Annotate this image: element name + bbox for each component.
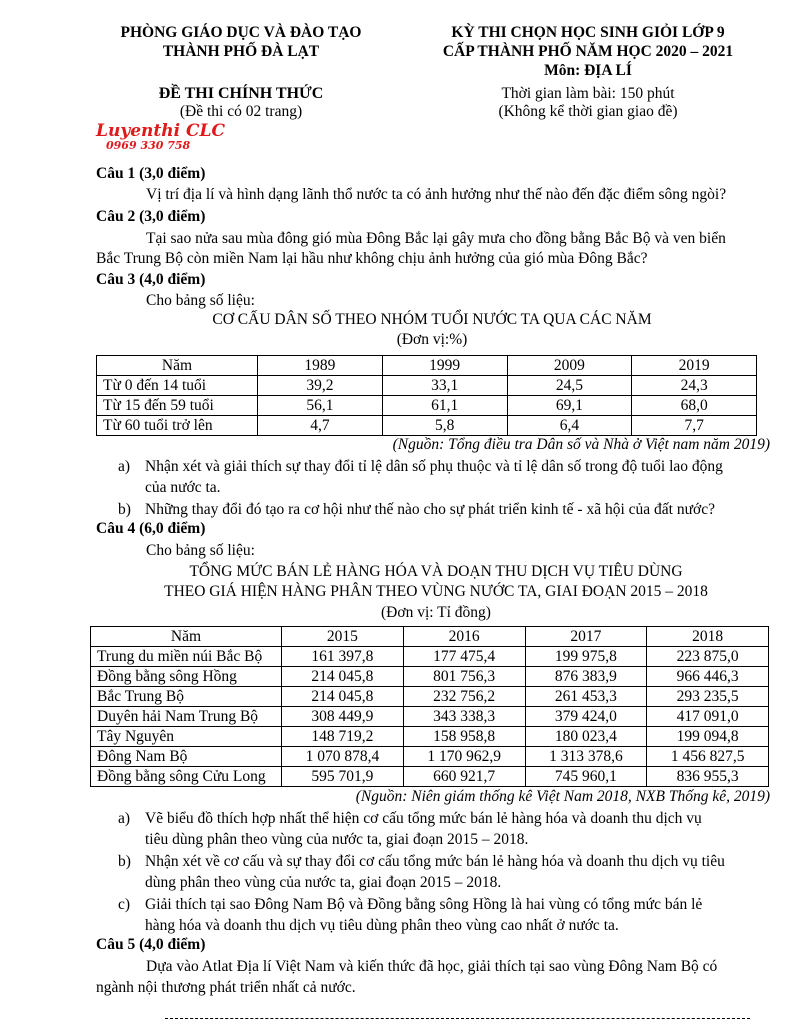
q2-title: Câu 2 (3,0 điểm) <box>96 208 206 225</box>
table-cell: 68,0 <box>632 396 757 416</box>
q3-table-title: CƠ CẤU DÂN SỐ THEO NHÓM TUỔI NƯỚC TA QUA CÁC NĂM <box>212 311 652 328</box>
row-label: Từ 15 đến 59 tuổi <box>97 396 258 416</box>
table-cell: 745 960,1 <box>525 767 647 787</box>
table-cell: 61,1 <box>382 396 507 416</box>
header-cell: 2016 <box>403 627 525 647</box>
table-cell: 876 383,9 <box>525 667 647 687</box>
table-cell: 1 170 962,9 <box>403 747 525 767</box>
table-row <box>97 376 757 396</box>
header-cell: 1989 <box>258 356 383 376</box>
table-row <box>91 747 769 767</box>
table-cell: 214 045,8 <box>282 667 404 687</box>
header-cell: 2009 <box>507 356 632 376</box>
table-cell: 148 719,2 <box>282 727 404 747</box>
row-label: Duyên hải Nam Trung Bộ <box>91 707 282 727</box>
table-cell: 161 397,8 <box>282 647 404 667</box>
header-cell: 2019 <box>632 356 757 376</box>
exam-line2: CẤP THÀNH PHỐ NĂM HỌC 2020 – 2021 <box>442 43 734 60</box>
q4-c-line1: Giải thích tại sao Đông Nam Bộ và Đồng bằng sông Hồng là hai vùng có tổng mức bán lẻ <box>145 896 703 913</box>
row-label: Từ 0 đến 14 tuổi <box>97 376 258 396</box>
age-structure-table <box>96 355 757 436</box>
header-cell: 2018 <box>647 627 769 647</box>
q5-line2: ngành nội thương phát triển nhất cả nước. <box>96 979 356 996</box>
exam-duration: Thời gian làm bài: 150 phút <box>501 85 675 102</box>
retail-revenue-table <box>90 626 769 787</box>
row-label: Bắc Trung Bộ <box>91 687 282 707</box>
table-cell: 199 975,8 <box>525 647 647 667</box>
table-cell: 595 701,9 <box>282 767 404 787</box>
department-line1: PHÒNG GIÁO DỤC VÀ ĐÀO TẠO <box>120 24 362 41</box>
table-header-row <box>91 627 769 647</box>
watermark-logo <box>96 122 225 151</box>
table-cell: 343 338,3 <box>403 707 525 727</box>
header-cell: Năm <box>97 356 258 376</box>
table-cell: 1 313 378,6 <box>525 747 647 767</box>
q4-b-line2: dùng phân theo vùng của nước ta, giai đoạn 2015 – 2018. <box>145 874 502 891</box>
q1-title: Câu 1 (3,0 điểm) <box>96 165 206 182</box>
table-cell: 308 449,9 <box>282 707 404 727</box>
q3-title: Câu 3 (4,0 điểm) <box>96 271 206 288</box>
q4-b-line1: Nhận xét về cơ cấu và sự thay đổi cơ cấu tổng mức bán lẻ hàng hóa và doanh thu dịch vụ tiêu <box>145 853 725 870</box>
q3-source: (Nguồn: Tổng điều tra Dân số và Nhà ở Việt nam năm 2019) <box>392 436 770 453</box>
q2-line1: Tại sao nửa sau mùa đông gió mùa Đông Bắc lại gây mưa cho đồng bằng Bắc Bộ và ven biển <box>146 230 726 247</box>
table-cell: 177 475,4 <box>403 647 525 667</box>
q3-a-line2: của nước ta. <box>145 479 221 496</box>
q4-table-title-1: TỔNG MỨC BÁN LẺ HÀNG HÓA VÀ DOẠN THU DỊCH VỤ TIÊU DÙNG <box>189 563 683 580</box>
table-cell: 966 446,3 <box>647 667 769 687</box>
row-label: Trung du miền núi Bắc Bộ <box>91 647 282 667</box>
item-label: a) <box>118 810 131 827</box>
table-cell: 417 091,0 <box>647 707 769 727</box>
department-name <box>96 23 386 61</box>
logo-phone: 0969 330 758 <box>106 139 191 152</box>
table-cell: 223 875,0 <box>647 647 769 667</box>
header-cell: 2015 <box>282 627 404 647</box>
table-cell: 6,4 <box>507 416 632 436</box>
table-cell: 158 958,8 <box>403 727 525 747</box>
official-label: ĐỀ THI CHÍNH THỨC <box>158 85 324 102</box>
table-cell: 180 023,4 <box>525 727 647 747</box>
q4-item-a <box>118 808 774 850</box>
row-label: Đông Nam Bộ <box>91 747 282 767</box>
table-cell: 7,7 <box>632 416 757 436</box>
table-header-row <box>97 356 757 376</box>
table-cell: 232 756,2 <box>403 687 525 707</box>
q3-intro: Cho bảng số liệu: <box>146 292 255 309</box>
item-label: b) <box>118 853 131 870</box>
table-row <box>97 416 757 436</box>
row-label: Đồng bằng sông Cửu Long <box>91 767 282 787</box>
table-row <box>91 667 769 687</box>
q4-table-title-2: THEO GIÁ HIỆN HÀNG PHÂN THEO VÙNG NƯỚC TA, GIAI ĐOẠN 2015 – 2018 <box>164 583 708 600</box>
table-cell: 1 070 878,4 <box>282 747 404 767</box>
q3-table-unit: (Đơn vị:%) <box>396 331 468 348</box>
q3-item-a <box>118 456 774 498</box>
header-cell: Năm <box>91 627 282 647</box>
table-cell: 33,1 <box>382 376 507 396</box>
table-cell: 660 921,7 <box>403 767 525 787</box>
table-row <box>91 767 769 787</box>
table-row <box>97 396 757 416</box>
q3-b-text: Những thay đổi đó tạo ra cơ hội như thế nào cho sự phát triển kinh tế - xã hội của đất nước? <box>145 501 715 518</box>
table-cell: 5,8 <box>382 416 507 436</box>
q4-intro: Cho bảng số liệu: <box>146 542 255 559</box>
q4-title: Câu 4 (6,0 điểm) <box>96 520 206 537</box>
table-row <box>91 727 769 747</box>
table-cell: 1 456 827,5 <box>647 747 769 767</box>
row-label: Tây Nguyên <box>91 727 282 747</box>
table-row <box>91 687 769 707</box>
q4-item-c <box>118 894 774 936</box>
q4-a-line2: tiêu dùng phân theo vùng của nước ta, giai đoạn 2015 – 2018. <box>145 831 529 848</box>
exam-line1: KỲ THI CHỌN HỌC SINH GIỎI LỚP 9 <box>451 24 725 41</box>
q4-table-unit: (Đơn vị: Tỉ đồng) <box>381 604 491 621</box>
end-divider <box>165 1018 750 1019</box>
table-row <box>91 647 769 667</box>
q3-a-line1: Nhận xét và giải thích sự thay đổi tỉ lệ dân số phụ thuộc và tỉ lệ dân số trong độ tuổi lao động <box>145 458 723 475</box>
row-label: Đồng bằng sông Hồng <box>91 667 282 687</box>
table-cell: 293 235,5 <box>647 687 769 707</box>
exam-name <box>408 23 768 80</box>
department-line2: THÀNH PHỐ ĐÀ LẠT <box>162 43 320 60</box>
table-cell: 39,2 <box>258 376 383 396</box>
table-cell: 24,5 <box>507 376 632 396</box>
q2-line2: Bắc Trung Bộ còn miền Nam lại hầu như không chịu ảnh hưởng của gió mùa Đông Bắc? <box>96 250 648 267</box>
table-cell: 24,3 <box>632 376 757 396</box>
table-cell: 199 094,8 <box>647 727 769 747</box>
exam-duration-note: (Không kể thời gian giao đề) <box>498 103 678 120</box>
q5-line1: Dựa vào Atlat Địa lí Việt Nam và kiến thức đã học, giải thích tại sao vùng Đông Nam Bộ có <box>146 958 718 975</box>
q5-title: Câu 5 (4,0 điểm) <box>96 936 206 953</box>
q4-source: (Nguồn: Niên giám thống kê Việt Nam 2018, NXB Thống kê, 2019) <box>355 788 770 805</box>
row-label: Từ 60 tuổi trở lên <box>97 416 258 436</box>
table-cell: 261 453,3 <box>525 687 647 707</box>
item-label: a) <box>118 458 131 475</box>
q1-text: Vị trí địa lí và hình dạng lãnh thổ nước ta có ảnh hưởng như thế nào đến đặc điểm sông ngòi? <box>146 186 727 203</box>
table-cell: 214 045,8 <box>282 687 404 707</box>
table-cell: 836 955,3 <box>647 767 769 787</box>
subject-line: Môn: ĐỊA LÍ <box>544 62 632 79</box>
table-cell: 69,1 <box>507 396 632 416</box>
page-count: (Đề thi có 02 trang) <box>179 103 303 120</box>
table-cell: 4,7 <box>258 416 383 436</box>
q4-a-line1: Vẽ biểu đồ thích hợp nhất thể hiện cơ cấu tổng mức bán lẻ hàng hóa và doanh thu dịch vụ <box>145 810 702 827</box>
item-label: c) <box>118 896 131 913</box>
table-cell: 379 424,0 <box>525 707 647 727</box>
header-cell: 1999 <box>382 356 507 376</box>
header-cell: 2017 <box>525 627 647 647</box>
q3-item-b <box>118 499 774 520</box>
q4-item-b <box>118 851 774 893</box>
logo-name: Luyenthi CLC <box>96 121 225 141</box>
item-label: b) <box>118 501 131 518</box>
table-cell: 801 756,3 <box>403 667 525 687</box>
table-cell: 56,1 <box>258 396 383 416</box>
table-row <box>91 707 769 727</box>
q4-c-line2: hàng hóa và doanh thu dịch vụ tiêu dùng phân theo vùng cao nhất ở nước ta. <box>145 917 619 934</box>
